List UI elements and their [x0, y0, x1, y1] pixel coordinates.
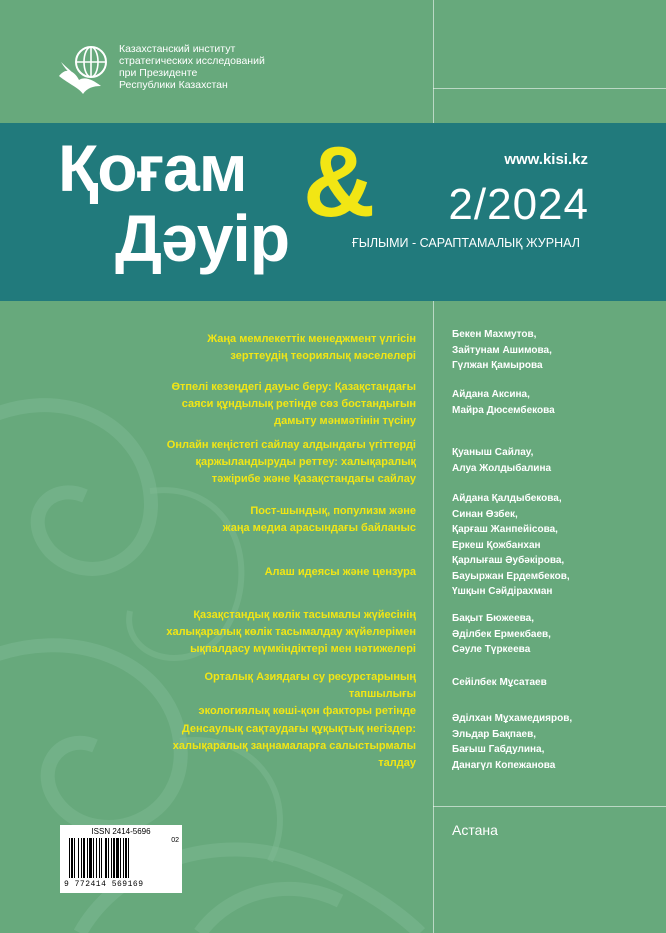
author-name: Бауыржан Ердембеков, [452, 570, 570, 582]
article-title-line: тәжірибе және Қазақстандағы сайлау [211, 473, 416, 485]
institute-name-line: при Президенте [119, 67, 198, 79]
article-title [156, 607, 416, 658]
article-title [156, 669, 416, 720]
barcode-stripe [125, 838, 127, 878]
barcode-stripe [108, 838, 109, 878]
article-title-line: Жаңа мемлекеттік менеджмент үлгісін [207, 333, 416, 345]
author-name: Майра Дюсембекова [452, 404, 555, 416]
journal-title-line2: Дәуір [115, 201, 290, 275]
divider-horizontal [433, 806, 666, 807]
article-title-line: жаңа медиа арасындағы байланыс [222, 522, 416, 534]
barcode-stripe [83, 838, 85, 878]
barcode-stripe [128, 838, 129, 878]
barcode-stripe [99, 838, 100, 878]
author-name: Данагүл Копежанова [452, 759, 556, 771]
article-authors [452, 611, 657, 658]
barcode-stripe [123, 838, 124, 878]
article-authors [452, 553, 657, 600]
issue-number: 2/2024 [448, 180, 589, 229]
barcode-bars [69, 838, 161, 880]
barcode-stripe [113, 838, 115, 878]
article-authors [452, 327, 657, 374]
barcode-stripe [111, 838, 112, 878]
article-title-line: Қазақстандық көлік тасымалы жүйесінің [193, 609, 416, 621]
article-title-line: халықаралық көлік тасымалдау жүйелерімен [166, 626, 416, 638]
barcode-stripe [89, 838, 92, 878]
author-name: Қарғаш Жанпейісова, [452, 524, 558, 535]
barcode-stripe [81, 838, 82, 878]
divider-vertical [433, 0, 434, 123]
article-title-line: зерттеудің теориялық мәселелері [230, 350, 416, 362]
barcode-stripe [120, 838, 121, 878]
article-authors [452, 445, 657, 476]
barcode-stripe [87, 838, 88, 878]
city-name: Астана [452, 822, 498, 838]
author-name: Эльдар Бақпаев, [452, 728, 537, 740]
issn-label: ISSN 2414-5696 [91, 827, 151, 836]
article-title [156, 503, 416, 537]
barcode-stripe [71, 838, 73, 878]
journal-subtitle: ҒЫЛЫМИ - САРАПТАМАЛЫҚ ЖУРНАЛ [352, 236, 580, 250]
article-title-line: Өтпелі кезеңдегі дауыс беру: Қазақстандағы [171, 381, 416, 393]
author-name: Еркеш Қожбанхан [452, 539, 541, 551]
author-name: Зайтунам Ашимова, [452, 344, 552, 356]
article-authors [452, 711, 657, 773]
article-title [156, 331, 416, 365]
author-name: Бекен Махмутов, [452, 329, 537, 340]
article-authors [452, 675, 657, 691]
article-title-line: ықпалдасу мүмкіндіктері мен нәтижелері [190, 643, 416, 655]
author-name: Қарлығаш Әубәкірова, [452, 555, 565, 566]
divider-horizontal [433, 88, 666, 89]
institute-name [119, 43, 265, 91]
author-name: Бақыт Бюжеева, [452, 613, 535, 624]
article-title [156, 721, 416, 772]
institute-name-line: Казахстанский институт [119, 43, 236, 55]
barcode-stripe [101, 838, 102, 878]
author-name: Синан Өзбек, [452, 508, 518, 520]
author-name: Айдана Қалдыбекова, [452, 493, 562, 504]
author-name: Қуаныш Сайлау, [452, 447, 534, 458]
article-title-line: саяси құндылық ретінде сөз бостандығын [181, 398, 416, 410]
journal-title-ampersand: & [303, 126, 376, 238]
article-title [156, 564, 416, 581]
article-title [156, 437, 416, 488]
article-title-line: Орталық Азиядағы су ресурстарының тапшылығы [204, 671, 416, 700]
barcode-stripe [96, 838, 97, 878]
article-title-line: Денсаулық сақтаудағы құқықтық негіздер: [181, 723, 416, 735]
author-name: Үшқын Сәйдірахман [452, 586, 553, 597]
author-name: Айдана Аксина, [452, 389, 530, 400]
author-name: Алуа Жолдыбалина [452, 462, 552, 474]
divider-vertical [433, 301, 434, 933]
barcode-suffix: 02 [171, 837, 179, 844]
bird-globe-icon [57, 42, 113, 98]
author-name: Әділхан Мұхамедияров, [452, 713, 573, 724]
article-title-line: қаржыландыруды реттеу: халықаралық [195, 456, 416, 468]
barcode-stripe [116, 838, 119, 878]
website-link[interactable]: www.kisi.kz [504, 151, 588, 168]
author-name: Сейілбек Мұсатаев [452, 677, 547, 688]
institute-name-line: Республики Казахстан [119, 79, 228, 91]
barcode-stripe [78, 838, 79, 878]
article-title [156, 379, 416, 430]
article-title-line: экологиялық көші-қон факторы ретінде [198, 705, 416, 717]
barcode-number: 9 772414 569169 [64, 880, 144, 889]
institute-name-line: стратегических исследований [119, 55, 265, 67]
author-name: Сәуле Түркеева [452, 644, 531, 655]
article-title-line: дамыту мәнмәтінін түсіну [274, 415, 416, 427]
article-title-line: Пост-шындық, популизм және [250, 505, 416, 517]
barcode [60, 825, 182, 893]
article-title-line: Онлайн кеңістегі сайлау алдындағы үгіттерді [166, 439, 416, 451]
barcode-stripe [105, 838, 107, 878]
article-authors [452, 387, 657, 418]
barcode-stripe [74, 838, 75, 878]
article-title-line: Алаш идеясы және цензура [264, 566, 416, 578]
author-name: Бағыш Габдулина, [452, 744, 545, 755]
journal-title-line1: Қоғам [58, 131, 247, 205]
barcode-stripe [69, 838, 70, 878]
article-authors [452, 491, 657, 553]
author-name: Әділбек Ермекбаев, [452, 628, 551, 640]
barcode-stripe [93, 838, 94, 878]
author-name: Гүлжан Қамырова [452, 360, 543, 371]
article-title-line: халықаралық заңнамаларға салыстырмалы талдау [172, 740, 416, 769]
